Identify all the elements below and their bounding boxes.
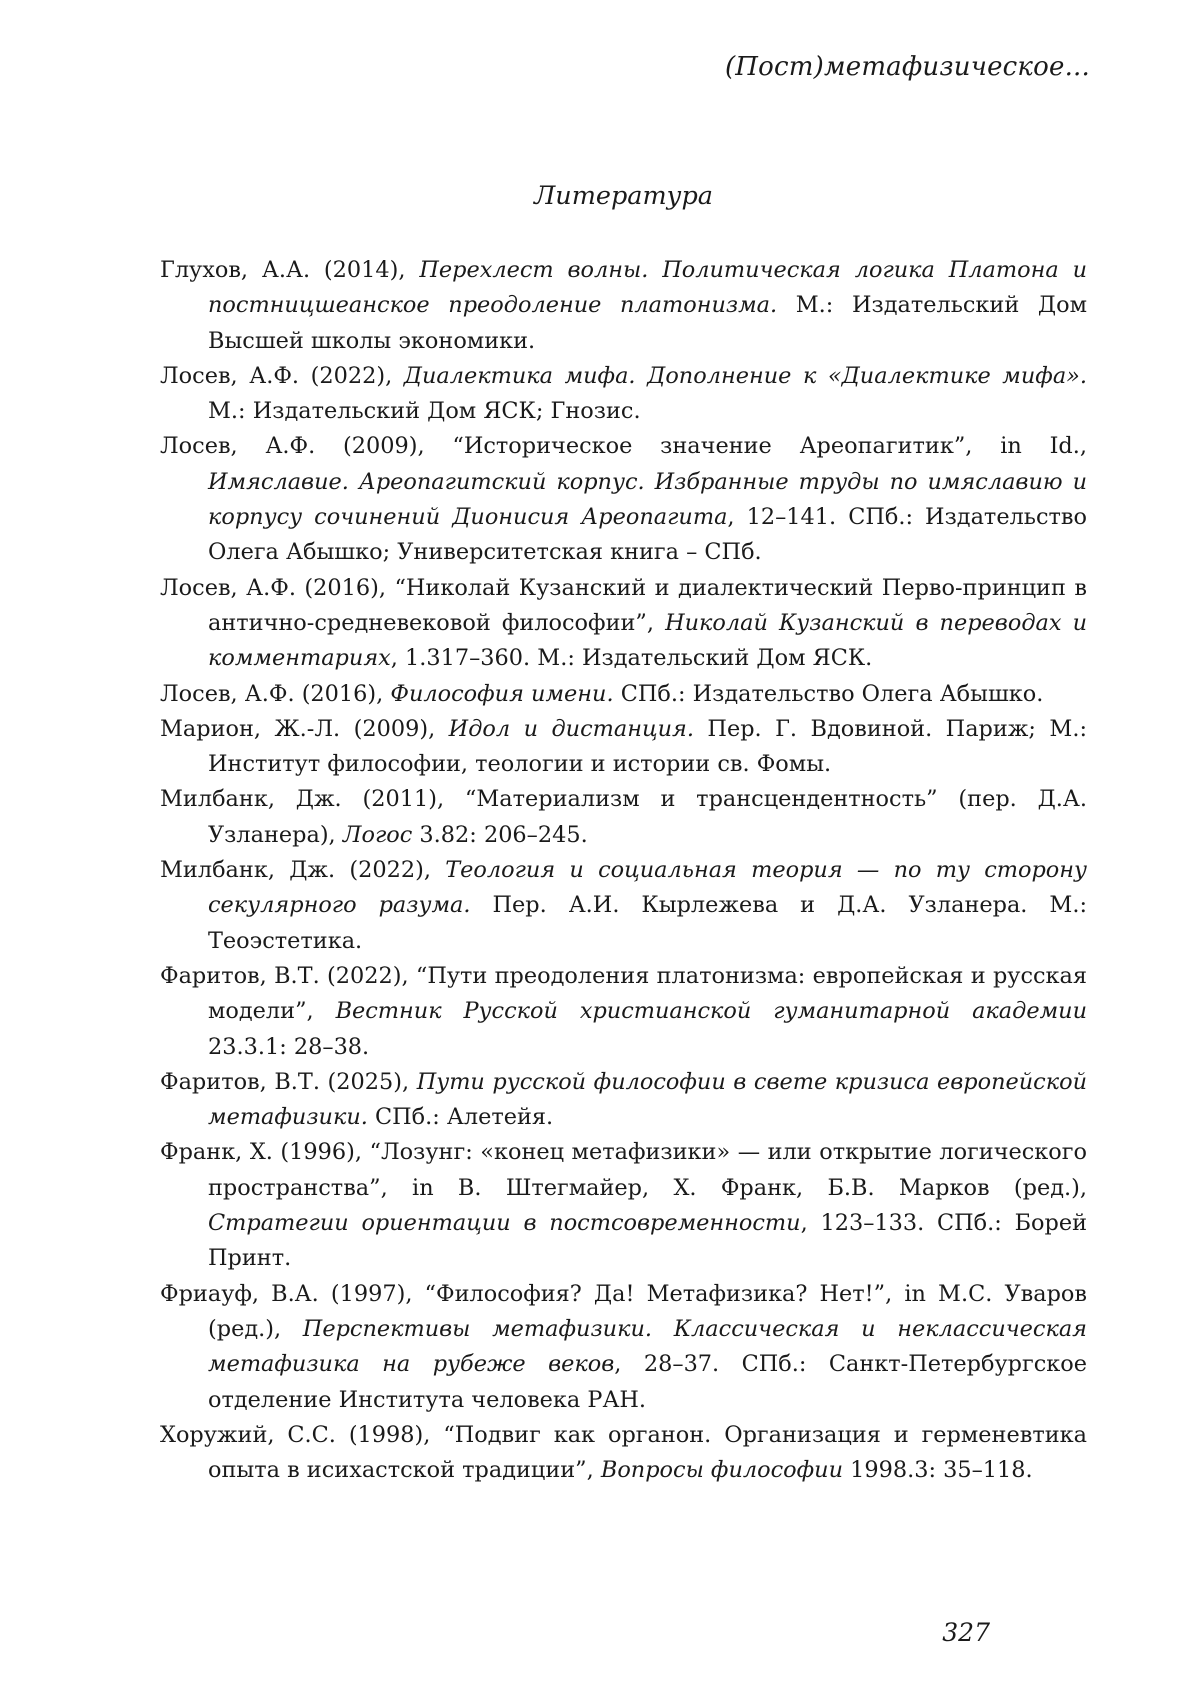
bibliography-entry <box>160 571 1087 677</box>
entry-text: , 28–37. СПб.: Санкт-Петербургское отделение Института человека РАН. <box>208 1351 1087 1413</box>
entry-text: Франк, Х. (1996), “Лозунг: «конец метафизики» — или открытие логического пространства”, in В. Штегмайер, Х. Франк, Б.В. Марков (ред.), <box>160 1139 1087 1201</box>
entry-text: Хоружий, С.С. (1998), “Подвиг как органон. Организация и герменевтика опыта в исихастской традиции”, <box>160 1421 1087 1484</box>
entry-title-italic: Имяславие. Ареопагитский корпус. Избранные труды по имяславию и корпусу сочинений Дионисия Ареопагита <box>208 468 1087 531</box>
entry-text: , 123–133. СПб.: Борей Принт. <box>208 1210 1088 1272</box>
entry-text: М.: Издательский Дом Высшей школы экономики. <box>208 292 1087 354</box>
entry-text: Пер. Г. Вдовиной. Париж; М.: Институт философии, теологии и истории св. Фомы. <box>208 715 1088 778</box>
bibliography-entry <box>160 1065 1087 1136</box>
entry-text: Милбанк, Дж. (2011), “Материализм и трансцендентность” (пер. Д.А. Узланера), <box>160 786 1087 848</box>
bibliography-entry <box>160 853 1087 959</box>
entry-title-italic: Философия имени. <box>390 680 614 707</box>
entry-text: СПб.: Издательство Олега Абышко. <box>613 680 1044 707</box>
bibliography-entry <box>160 359 1087 430</box>
entry-text: Глухов, А.А. (2014), <box>160 257 420 283</box>
bibliography-entry <box>160 782 1087 853</box>
section-title: Литература <box>534 181 713 211</box>
bibliography-entry <box>160 1277 1087 1418</box>
bibliography-entry <box>160 677 1087 712</box>
entry-text: Фаритов, В.Т. (2022), “Пути преодоления платонизма: европейская и русская модели”, <box>160 962 1087 1025</box>
bibliography-entry <box>160 253 1087 359</box>
entry-title-italic: Идол и дистанция. <box>448 715 694 742</box>
entry-text: Лосев, А.Ф. (2022), <box>160 362 404 389</box>
entry-text: , 12–141. СПб.: Издательство Олега Абышко; Университетская книга – СПб. <box>208 504 1087 566</box>
entry-text: Лосев, А.Ф. (2016), “Николай Кузанский и диалектический Перво-принцип в антично-средневековой философии”, <box>160 574 1087 636</box>
entry-text: 3.82: 206–245. <box>412 821 588 848</box>
entry-text: Лосев, А.Ф. (2009), “Историческое значение Ареопагитик”, in Id., <box>160 433 1087 460</box>
entry-text: 23.3.1: 28–38. <box>208 1033 370 1060</box>
running-head: (Пост)метафизическое... <box>724 52 1090 82</box>
bibliography-entry <box>160 712 1087 783</box>
bibliography-entry <box>160 1135 1087 1276</box>
bibliography-entry <box>160 959 1087 1065</box>
entry-title-italic: Пути русской философии в свете кризиса европейской метафизики. <box>208 1068 1087 1131</box>
entry-title-italic: Вопросы философии <box>600 1457 843 1484</box>
entry-text: М.: Издательский Дом ЯСК; Гнозис. <box>208 398 641 425</box>
entry-title-italic: Николай Кузанский в переводах и комментариях <box>208 609 1087 672</box>
entry-text: Фаритов, В.Т. (2025), <box>160 1068 417 1095</box>
entry-text: Пер. А.И. Кырлежева и Д.А. Узланера. М.: Теоэстетика. <box>208 892 1087 954</box>
bibliography-entry <box>160 429 1087 570</box>
entry-text: Милбанк, Дж. (2022), <box>160 857 446 884</box>
entry-title-italic: Вестник Русской христианской гуманитарной академии <box>335 998 1087 1025</box>
entry-title-italic: Логос <box>342 821 413 848</box>
bibliography-entry <box>160 1418 1087 1489</box>
bibliography-list <box>160 253 1087 1488</box>
page-number: 327 <box>942 1618 990 1647</box>
entry-text: Фриауф, В.А. (1997), “Философия? Да! Метафизика? Нет!”, in М.С. Уваров (ред.), <box>160 1280 1087 1342</box>
entry-text: Марион, Ж.-Л. (2009), <box>160 715 449 742</box>
entry-title-italic: Теология и социальная теория — по ту сторону секулярного разума. <box>208 857 1088 919</box>
entry-title-italic: Диалектика мифа. Дополнение к «Диалектике мифа». <box>403 362 1087 389</box>
entry-text: Лосев, А.Ф. (2016), <box>160 680 391 707</box>
entry-title-italic: Стратегии ориентации в постсовременности <box>208 1210 801 1237</box>
entry-title-italic: Перехлест волны. Политическая логика Платона и постницшеанское преодоление платонизма. <box>208 257 1087 319</box>
entry-title-italic: Перспективы метафизики. Классическая и неклассическая метафизика на рубеже веков <box>208 1315 1087 1378</box>
entry-text: СПб.: Алетейя. <box>367 1104 554 1131</box>
entry-text: , 1.317–360. М.: Издательский Дом ЯСК. <box>390 645 873 672</box>
entry-text: 1998.3: 35–118. <box>843 1457 1033 1484</box>
